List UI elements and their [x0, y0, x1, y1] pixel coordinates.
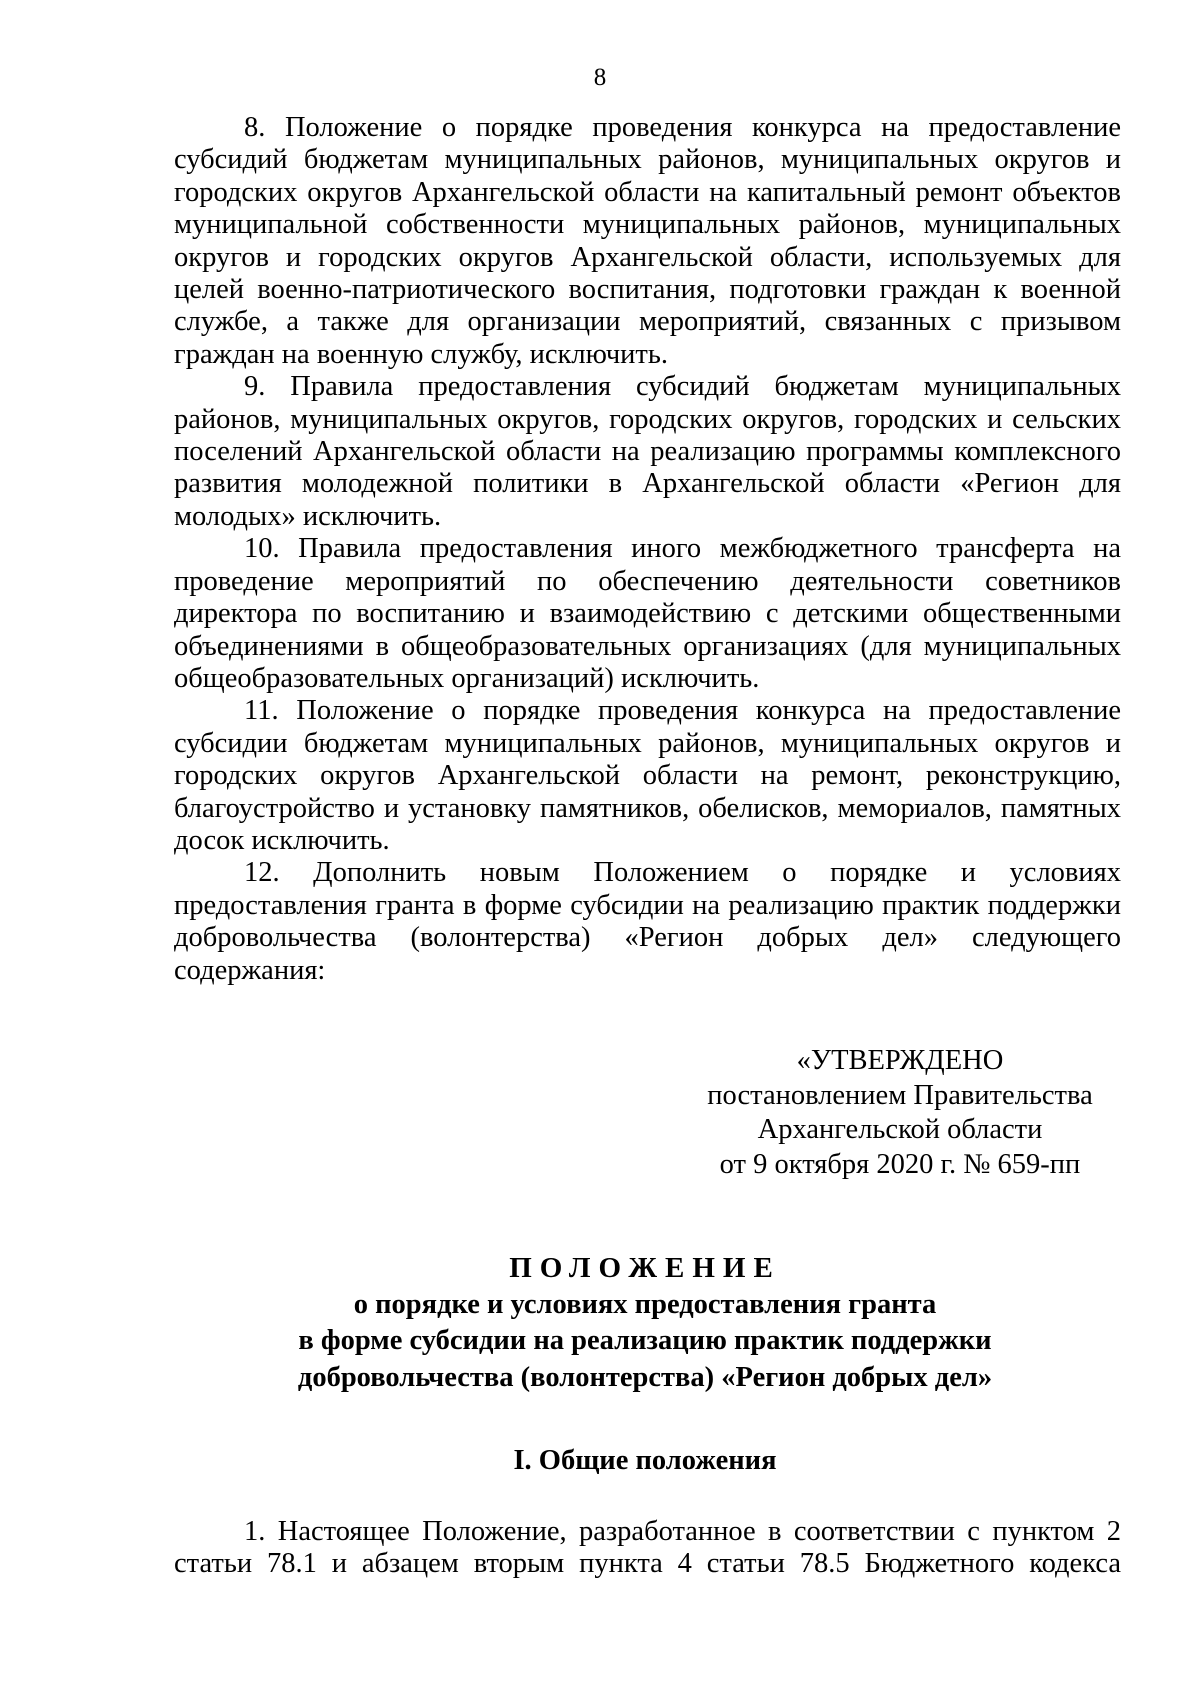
paragraph-item-8: 8. Положение о порядке проведения конкурса на предоставление субсидий бюджетам муниципальных районов, муниципальных округов и городских округов Архангельской области на капитальный ремонт объектов муниципальной собственности муниципальных районов, муниципальных округов и городских округов Архангельской области, используемых для целей военно-патриотического воспитания, подготовки граждан к военной службе, а также для организации мероприятий, связанных с призывом граждан на военную службу, исключить. — [174, 112, 1121, 370]
approval-line-2: постановлением Правительства — [707, 1079, 1093, 1111]
paragraph-item-11: 11. Положение о порядке проведения конкурса на предоставление субсидии бюджетам муниципальных районов, муниципальных округов и городских округов Архангельской области на ремонт, реконструкцию, благоустройство и установку памятников, обелисков, мемориалов, памятных досок исключить. — [174, 695, 1121, 856]
document-title-line-3: добровольчества (волонтерства) «Регион добрых дел» — [297, 1361, 993, 1393]
section-heading: I. Общие положения — [513, 1445, 777, 1476]
page-number: 8 — [593, 64, 607, 91]
paragraph-item-9: 9. Правила предоставления субсидий бюджетам муниципальных районов, муниципальных округов, городских округов, городских и сельских поселений Архангельской области на реализацию программы комплексного развития молодежной политики в Архангельской области «Регион для молодых» исключить. — [174, 371, 1121, 532]
paragraph-item-12: 12. Дополнить новым Положением о порядке и условиях предоставления гранта в форме субсидии на реализацию практик поддержки добровольчества (волонтерства) «Регион добрых дел» следующего содержания: — [174, 857, 1121, 986]
document-title-main: ПОЛОЖЕНИЕ — [509, 1252, 781, 1284]
approval-line-4: от 9 октября 2020 г. № 659-пп — [719, 1148, 1081, 1180]
document-title-line-1: о порядке и условиях предоставления гранта — [353, 1288, 937, 1320]
amendments-list — [174, 112, 1121, 987]
document-title-line-2: в форме субсидии на реализацию практик поддержки — [298, 1325, 992, 1356]
paragraph-item-10: 10. Правила предоставления иного межбюджетного трансферта на проведение мероприятий по обеспечению деятельности советников директора по воспитанию и взаимодействию с детскими общественными объединениями в общеобразовательных организациях (для муниципальных общеобразовательных организаций) исключить. — [174, 533, 1121, 694]
document-title — [0, 1250, 1200, 1396]
approval-line-3: Архангельской области — [757, 1114, 1043, 1145]
section-body — [174, 1516, 1121, 1581]
approval-stamp — [690, 1044, 1110, 1182]
section-paragraph-1: 1. Настоящее Положение, разработанное в соответствии с пунктом 2 статьи 78.1 и абзацем вторым пункта 4 статьи 78.5 Бюджетного кодекса — [174, 1516, 1121, 1580]
approval-line-1: «УТВЕРЖДЕНО — [796, 1045, 1004, 1076]
